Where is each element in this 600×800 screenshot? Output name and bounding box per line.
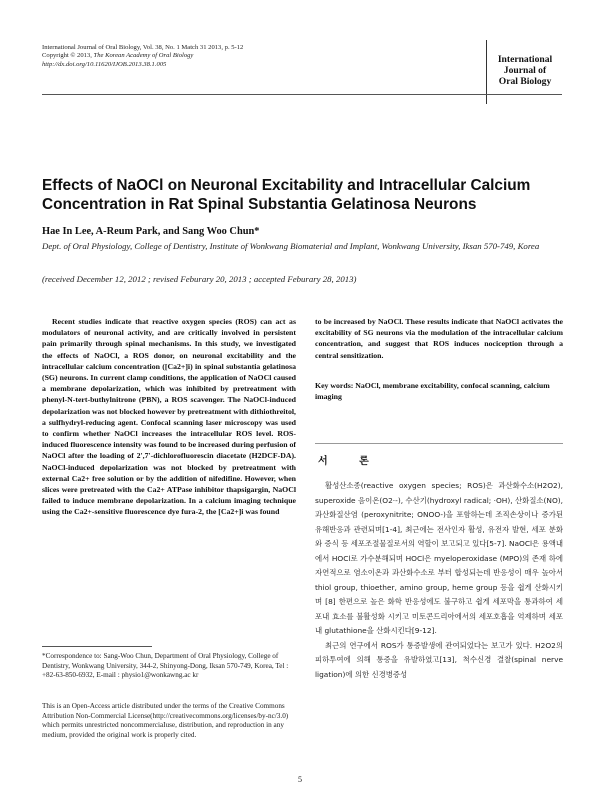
header-divider — [42, 94, 562, 95]
journal-name-line: International — [497, 54, 553, 65]
affiliation: Dept. of Oral Physiology, College of Dentistry, Institute of Wonkwang Biomaterial and Implant, Wonkwang University, Iksan 570-749, Korea — [42, 241, 540, 251]
received-dates: (received December 12, 2012 ; revised Feburary 20, 2013 ; accepted Feburary 28, 2013) — [42, 274, 357, 284]
doi-link[interactable]: http://dx.doi.org/10.11620/IJOB.2013.38.1.005 — [42, 60, 167, 68]
copyright-holder: The Korean Academy of Oral Biology — [93, 52, 194, 60]
body-paragraph: 활성산소종(reactive oxygen species; ROS)은 과산화수소(H2O2), superoxide 음이온(O2·-), 수산기(hydroxyl radical; ·OH), 산화질소(NO), 과산화질산염 (peroxynitrite; ONOO-)을 포함하는데 조직손상이나 증가된 유해반응과 관련되며[1-4], 최근에는 전사인자 활성, 유전자 발현, 세포 분화와 증식 등 세포조절물질로서의 역할이 보고되고 있다[5-7]. NaOCl은 용액내에서 HOCl로 가수분해되며 HOCl은 myeloperoxidase (MPO)의 존재 하에 자연적으로 염소이온과 과산화수소로 부터 합성되는데 반응성이 매우 높아서 thiol group, thioether, amino group, heme group 등을 쉽게 산화시키며 [8] 한편으로 높은 화학 반응성에도 불구하고 쉽게 세포막을 통과하여 세포내 효소를 불활성화 시키고 미토콘드리아에서의 세포호흡을 억제하며 세포내 glutathione을 산화시킨다[9-12]. — [315, 481, 563, 635]
body-paragraph: 최근의 연구에서 ROS가 통증발생에 관여되었다는 보고가 있다. H2O2의 피하투여에 의해 통증을 유발하였고[13], 척수신경 결찰(spinal nerve ligation)에 의한 신경병증성 — [315, 640, 563, 679]
introduction-body — [315, 479, 563, 682]
citation-line: International Journal of Oral Biology, Vol. 38, No. 1 Match 31 2013, p. 5-12 — [42, 44, 244, 51]
journal-name-line: Oral Biology — [498, 76, 552, 87]
section-divider — [315, 443, 563, 444]
copyright-prefix: Copyright © 2013, — [42, 52, 94, 60]
abstract-right-column: to be increased by NaOCl. These results indicate that NaOCl activates the excitability of SG neurons via the modulation of the intracellular calcium concentration, and suggest that ROS induces nociception through a central sensitization. — [315, 317, 563, 360]
correspondence-footnote: *Correspondence to: Sang-Woo Chun, Department of Oral Physiology, College of Dentistry, Wonkwang University, 344-2, Shinyong-Dong, Iksan 570-749, Korea, Tel : +82-63-850-6932, E-mail : physio1@wonkawng.ac kr — [42, 652, 289, 680]
article-title: Effects of NaOCl on Neuronal Excitability and Intracellular Calcium Concentration in Rat Spinal Substantia Gelatinosa Neurons — [42, 177, 531, 213]
copyright-line — [42, 52, 243, 60]
section-heading-introduction: 서 론 — [318, 456, 383, 467]
journal-citation-header — [42, 44, 243, 69]
license-notice: This is an Open-Access article distributed under the terms of the Creative Commons Attribution Non-Commercial License(http://creativecommons.org/licenses/by-nc/3.0) which permits unrestricted noncommerciaIuse, distribution, and reproduction in any medium, provided the original work is properly cited. — [42, 702, 289, 739]
journal-name-line: Journal of — [503, 65, 547, 76]
page-number: 5 — [298, 775, 302, 784]
keywords: Key words: NaOCl, membrane excitability, confocal scanning, calcium imaging — [315, 381, 550, 402]
author-list: Hae In Lee, A-Reum Park, and Sang Woo Chun* — [42, 226, 260, 237]
abstract-left-column: Recent studies indicate that reactive oxygen species (ROS) can act as modulators of neuronal activity, and are critically involved in persistent pain primarily through spinal mechanisms. In this study, we investigated the effects of NaOCl, a ROS donor, on neuronal excitability and the intracellular calcium concentration ([Ca2+]i) in spinal substantia gelatinosa (SG) neurons. In current clamp conditions, the application of NaOCl caused a membrane depolarization, which was inhibited by pretreatment with phenyl-N-tert-buthylnitrone (PBN), a ROS scavenger. The NaOCl-induced depolarization was not blocked however by pretreatment with dithiothreitol, a sulfhydryl-reducing agent. Confocal scanning laser microscopy was used to confirm whether NaOCl increases the intracellular ROS level. ROS-induced fluorescence intensity was found to be increased during perfusion of NaOCl after the loading of 2',7'-dichlorofluorescin diacetate (H2DCF-DA). NaOCl-induced depolarization was not blocked by pretreatment with external Ca2+ free solution or by the addition of nifedifine. However, when slices were pretreated with the Ca2+ ATPase inhibitor thapsigargin, NaOCl failed to induce membrane depolarization. In a calcium imaging technique using the Ca2+-sensitive fluorescence dye fura-2, the [Ca2+]i was found — [42, 317, 296, 517]
footnote-divider — [42, 646, 152, 647]
